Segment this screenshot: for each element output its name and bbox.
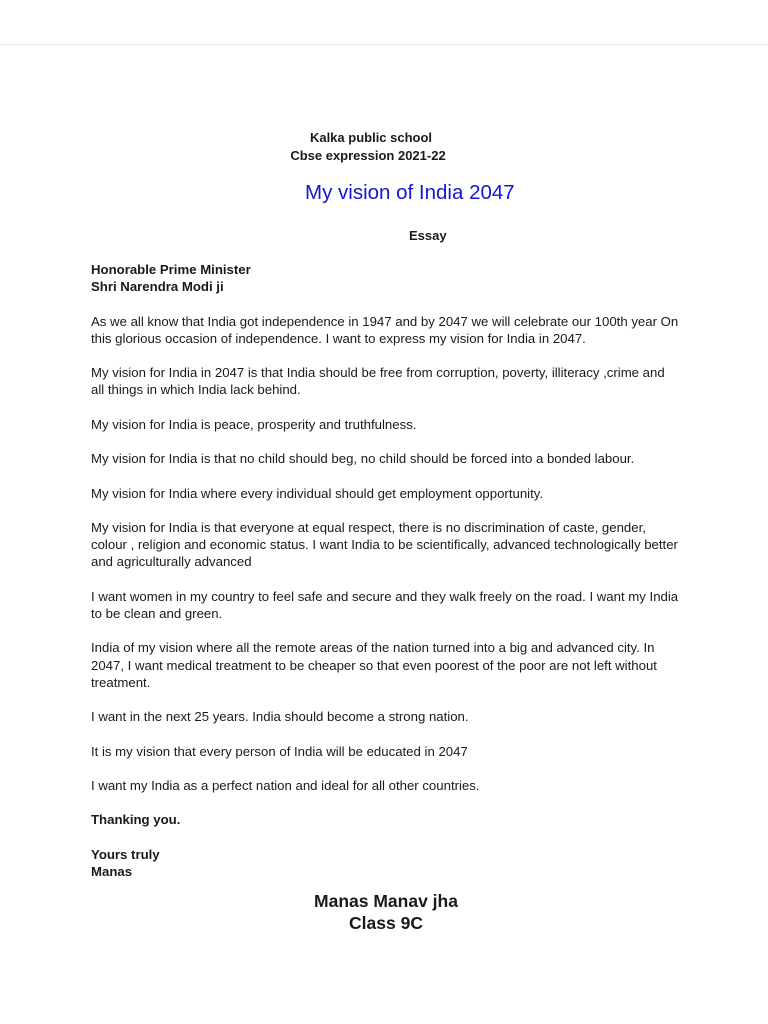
document-page	[91, 129, 691, 933]
essay-title: My vision of India 2047	[305, 181, 515, 204]
signature-block	[256, 890, 516, 934]
paragraph: My vision for India is that everyone at equal respect, there is no discrimination of caste, gender, colour , religion and economic status. I want India to be scientifically, advanced technologically better and agriculturally advanced	[91, 519, 678, 570]
closing-name: Manas	[91, 863, 133, 879]
paragraph: My vision for India in 2047 is that India should be free from corruption, poverty, illiteracy ,crime and all things in which India lack behind.	[91, 365, 665, 398]
expression-year: Cbse expression 2021-22	[290, 148, 446, 163]
essay-body	[91, 261, 681, 897]
school-name: Kalka public school	[309, 130, 433, 145]
paragraph: It is my vision that every person of India will be educated in 2047	[91, 743, 468, 759]
closing-block	[91, 846, 681, 880]
paragraph: I want my India as a perfect nation and ideal for all other countries.	[91, 777, 480, 793]
top-divider	[0, 44, 768, 45]
thanks-line: Thanking you.	[91, 812, 181, 828]
paragraph: My vision for India is that no child should beg, no child should be forced into a bonded labour.	[91, 451, 635, 467]
salutation-line1: Honorable Prime Minister	[91, 262, 251, 277]
paragraph: I want in the next 25 years. India should become a strong nation.	[91, 709, 469, 725]
paragraph: I want women in my country to feel safe and secure and they walk freely on the road. I want my India to be clean and green.	[91, 588, 679, 621]
salutation	[91, 261, 681, 295]
paragraph: India of my vision where all the remote areas of the nation turned into a big and advanced city. In 2047, I want medical treatment to be cheaper so that even poorest of the poor are not left without treatment.	[91, 640, 657, 690]
paragraph: As we all know that India got independence in 1947 and by 2047 we will celebrate our 100th year On this glorious occasion of independence. I want to express my vision for India in 2047.	[91, 313, 679, 346]
signature-name: Manas Manav jha	[314, 891, 458, 911]
paragraph: My vision for India where every individual should get employment opportunity.	[91, 485, 544, 501]
yours-truly: Yours truly	[91, 846, 160, 862]
salutation-line2: Shri Narendra Modi ji	[91, 279, 224, 295]
signature-class: Class 9C	[349, 913, 423, 933]
essay-label: Essay	[409, 228, 447, 243]
document-header	[166, 129, 566, 165]
paragraph: My vision for India is peace, prosperity and truthfulness.	[91, 416, 417, 432]
